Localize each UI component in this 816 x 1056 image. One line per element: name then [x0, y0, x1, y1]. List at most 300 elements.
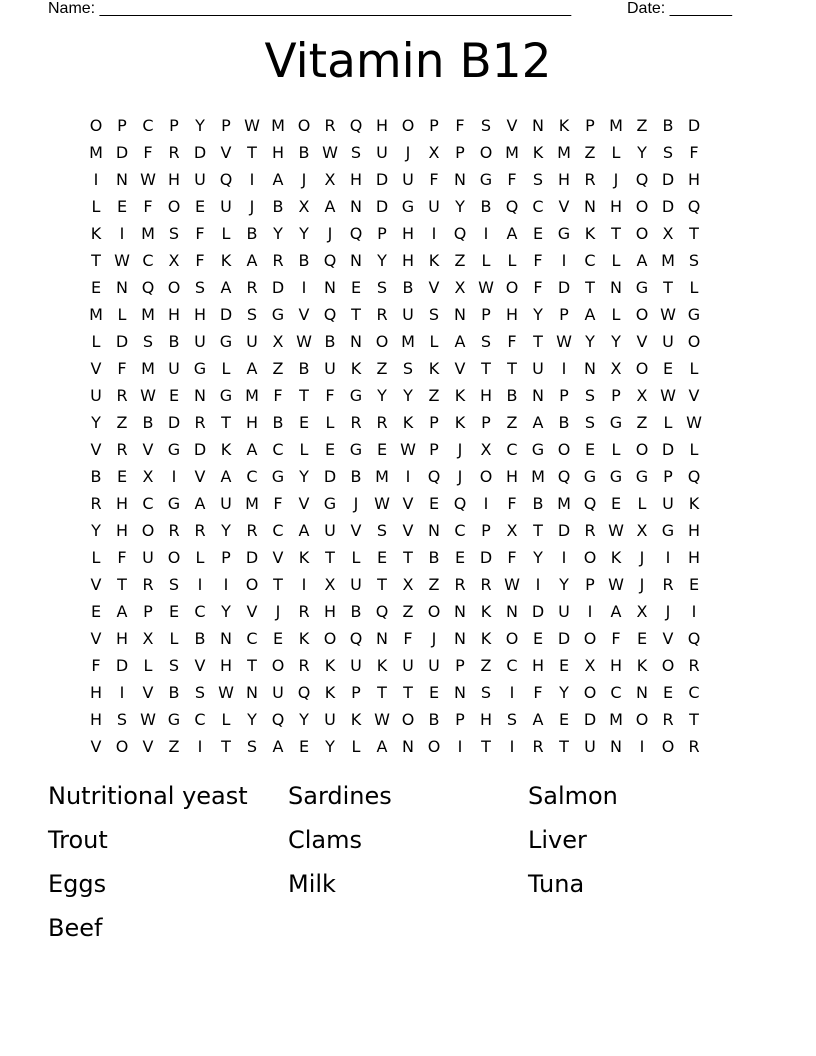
grid-letter[interactable]: L [429, 332, 439, 351]
grid-letter[interactable]: Y [91, 521, 101, 540]
grid-letter[interactable]: N [506, 602, 518, 621]
grid-letter[interactable]: E [558, 656, 570, 675]
grid-letter[interactable]: C [194, 602, 206, 621]
grid-letter[interactable]: V [142, 683, 154, 702]
grid-letter[interactable]: S [168, 656, 180, 675]
grid-letter[interactable]: V [428, 278, 440, 297]
grid-letter[interactable]: J [353, 494, 359, 513]
grid-letter[interactable]: O [635, 710, 649, 729]
grid-letter[interactable]: W [374, 494, 390, 513]
grid-letter[interactable]: E [454, 548, 466, 567]
grid-letter[interactable]: P [455, 710, 465, 729]
grid-letter[interactable]: F [325, 386, 335, 405]
grid-letter[interactable]: Z [454, 251, 466, 270]
grid-letter[interactable]: X [298, 197, 310, 216]
grid-letter[interactable]: J [405, 143, 411, 162]
grid-letter[interactable]: V [402, 521, 414, 540]
grid-letter[interactable]: O [583, 629, 597, 648]
grid-letter[interactable]: K [428, 251, 440, 270]
grid-letter[interactable]: V [272, 548, 284, 567]
grid-letter[interactable]: B [428, 710, 440, 729]
grid-letter[interactable]: O [635, 440, 649, 459]
grid-letter[interactable]: O [635, 197, 649, 216]
grid-letter[interactable]: N [532, 386, 544, 405]
grid-letter[interactable]: N [584, 197, 596, 216]
grid-letter[interactable]: D [661, 197, 675, 216]
grid-letter[interactable]: K [324, 683, 336, 702]
grid-letter[interactable]: H [89, 710, 103, 729]
grid-letter[interactable]: V [688, 386, 700, 405]
grid-letter[interactable]: I [665, 548, 671, 567]
grid-letter[interactable]: L [325, 413, 335, 432]
grid-letter[interactable]: R [324, 116, 336, 135]
grid-letter[interactable]: W [608, 521, 624, 540]
grid-letter[interactable]: U [194, 332, 206, 351]
grid-letter[interactable]: C [532, 197, 544, 216]
grid-letter[interactable]: C [688, 683, 700, 702]
grid-letter[interactable]: E [532, 224, 544, 243]
grid-letter[interactable]: J [301, 170, 307, 189]
grid-letter[interactable]: S [688, 251, 700, 270]
grid-letter[interactable]: B [324, 332, 336, 351]
grid-letter[interactable]: F [507, 170, 517, 189]
grid-letter[interactable]: L [117, 305, 127, 324]
grid-letter[interactable]: H [505, 467, 519, 486]
grid-letter[interactable]: B [142, 413, 154, 432]
grid-letter[interactable]: Z [428, 575, 440, 594]
grid-letter[interactable]: E [376, 548, 388, 567]
grid-letter[interactable]: W [218, 683, 234, 702]
grid-letter[interactable]: O [505, 278, 519, 297]
grid-letter[interactable]: G [401, 197, 415, 216]
grid-letter[interactable]: G [687, 305, 701, 324]
grid-letter[interactable]: F [507, 494, 517, 513]
grid-letter[interactable]: G [193, 359, 207, 378]
grid-letter[interactable]: F [689, 143, 699, 162]
grid-letter[interactable]: M [661, 251, 675, 270]
grid-letter[interactable]: R [662, 575, 674, 594]
grid-letter[interactable]: G [635, 467, 649, 486]
grid-letter[interactable]: R [194, 521, 206, 540]
grid-letter[interactable]: K [532, 143, 544, 162]
grid-letter[interactable]: C [272, 440, 284, 459]
date-field[interactable]: Date: _______ [627, 0, 732, 17]
grid-letter[interactable]: P [351, 683, 361, 702]
grid-letter[interactable]: Q [219, 170, 233, 189]
grid-letter[interactable]: M [609, 116, 623, 135]
grid-letter[interactable]: G [219, 332, 233, 351]
grid-letter[interactable]: Q [505, 197, 519, 216]
grid-letter[interactable]: N [454, 305, 466, 324]
grid-letter[interactable]: N [610, 737, 622, 756]
grid-letter[interactable]: J [457, 467, 463, 486]
grid-letter[interactable]: I [639, 737, 645, 756]
grid-letter[interactable]: T [403, 683, 413, 702]
grid-letter[interactable]: G [167, 440, 181, 459]
grid-letter[interactable]: Y [247, 710, 257, 729]
grid-letter[interactable]: S [376, 278, 388, 297]
grid-letter[interactable]: E [298, 737, 310, 756]
grid-letter[interactable]: T [689, 224, 699, 243]
grid-letter[interactable]: S [168, 575, 180, 594]
grid-letter[interactable]: T [221, 413, 231, 432]
grid-letter[interactable]: Y [377, 386, 387, 405]
grid-letter[interactable]: J [639, 548, 645, 567]
grid-letter[interactable]: S [506, 710, 518, 729]
grid-letter[interactable]: M [401, 332, 415, 351]
grid-letter[interactable]: R [532, 737, 544, 756]
grid-letter[interactable]: F [455, 116, 465, 135]
grid-letter[interactable]: H [687, 170, 701, 189]
grid-letter[interactable]: S [480, 683, 492, 702]
grid-letter[interactable]: Y [299, 710, 309, 729]
grid-letter[interactable]: B [298, 143, 310, 162]
grid-letter[interactable]: W [296, 332, 312, 351]
grid-letter[interactable]: I [171, 467, 177, 486]
grid-letter[interactable]: I [301, 575, 307, 594]
grid-letter[interactable]: W [608, 575, 624, 594]
grid-letter[interactable]: S [194, 683, 206, 702]
grid-letter[interactable]: S [246, 305, 258, 324]
grid-letter[interactable]: N [116, 278, 128, 297]
grid-letter[interactable]: V [90, 737, 102, 756]
grid-letter[interactable]: Q [687, 467, 701, 486]
grid-letter[interactable]: S [532, 170, 544, 189]
grid-letter[interactable]: V [246, 602, 258, 621]
grid-letter[interactable]: B [298, 359, 310, 378]
grid-letter[interactable]: H [401, 224, 415, 243]
grid-letter[interactable]: S [194, 278, 206, 297]
grid-letter[interactable]: H [479, 386, 493, 405]
grid-letter[interactable]: A [610, 602, 622, 621]
grid-letter[interactable]: L [611, 143, 621, 162]
grid-letter[interactable]: X [662, 224, 674, 243]
grid-letter[interactable]: X [584, 656, 596, 675]
grid-letter[interactable]: L [299, 440, 309, 459]
grid-letter[interactable]: A [324, 197, 336, 216]
grid-letter[interactable]: L [351, 737, 361, 756]
grid-letter[interactable]: O [661, 656, 675, 675]
grid-letter[interactable]: O [375, 332, 389, 351]
grid-letter[interactable]: H [115, 521, 129, 540]
grid-letter[interactable]: Y [611, 332, 621, 351]
grid-letter[interactable]: T [663, 278, 673, 297]
grid-letter[interactable]: X [636, 521, 648, 540]
grid-letter[interactable]: E [168, 386, 180, 405]
grid-letter[interactable]: P [585, 116, 595, 135]
grid-letter[interactable]: C [142, 251, 154, 270]
grid-letter[interactable]: A [454, 332, 466, 351]
grid-letter[interactable]: H [115, 629, 129, 648]
grid-letter[interactable]: K [636, 656, 648, 675]
grid-letter[interactable]: N [194, 386, 206, 405]
grid-letter[interactable]: F [273, 386, 283, 405]
grid-letter[interactable]: E [584, 440, 596, 459]
grid-letter[interactable]: B [298, 251, 310, 270]
grid-letter[interactable]: X [506, 521, 518, 540]
grid-letter[interactable]: W [322, 143, 338, 162]
grid-letter[interactable]: S [350, 143, 362, 162]
grid-letter[interactable]: H [609, 656, 623, 675]
grid-letter[interactable]: N [220, 629, 232, 648]
grid-letter[interactable]: U [428, 197, 440, 216]
grid-letter[interactable]: E [428, 683, 440, 702]
grid-letter[interactable]: I [691, 602, 697, 621]
grid-letter[interactable]: L [221, 224, 231, 243]
grid-letter[interactable]: Q [687, 197, 701, 216]
grid-letter[interactable]: N [454, 629, 466, 648]
grid-letter[interactable]: B [194, 629, 206, 648]
grid-letter[interactable]: K [324, 656, 336, 675]
grid-letter[interactable]: K [350, 359, 362, 378]
grid-letter[interactable]: P [481, 413, 491, 432]
grid-letter[interactable]: F [507, 332, 517, 351]
grid-letter[interactable]: K [454, 413, 466, 432]
grid-letter[interactable]: B [246, 224, 258, 243]
grid-letter[interactable]: W [556, 332, 572, 351]
grid-letter[interactable]: Z [480, 656, 492, 675]
grid-letter[interactable]: O [167, 548, 181, 567]
grid-letter[interactable]: V [220, 143, 232, 162]
grid-letter[interactable]: R [662, 710, 674, 729]
grid-letter[interactable]: S [428, 305, 440, 324]
grid-letter[interactable]: G [479, 170, 493, 189]
grid-letter[interactable]: I [561, 251, 567, 270]
grid-letter[interactable]: O [167, 197, 181, 216]
grid-letter[interactable]: L [637, 494, 647, 513]
grid-letter[interactable]: Z [116, 413, 128, 432]
grid-letter[interactable]: A [272, 737, 284, 756]
grid-letter[interactable]: B [558, 413, 570, 432]
grid-letter[interactable]: U [90, 386, 102, 405]
grid-letter[interactable]: C [610, 683, 622, 702]
grid-letter[interactable]: W [686, 413, 702, 432]
grid-letter[interactable]: C [194, 710, 206, 729]
grid-letter[interactable]: J [275, 602, 281, 621]
grid-letter[interactable]: I [223, 575, 229, 594]
grid-letter[interactable]: Z [428, 386, 440, 405]
grid-letter[interactable]: T [325, 548, 335, 567]
grid-letter[interactable]: O [401, 710, 415, 729]
grid-letter[interactable]: J [249, 197, 255, 216]
grid-letter[interactable]: N [402, 737, 414, 756]
grid-letter[interactable]: U [168, 359, 180, 378]
grid-letter[interactable]: M [141, 305, 155, 324]
grid-letter[interactable]: Y [533, 548, 543, 567]
grid-letter[interactable]: H [271, 143, 285, 162]
grid-letter[interactable]: J [613, 170, 619, 189]
grid-letter[interactable]: S [584, 413, 596, 432]
grid-letter[interactable]: B [402, 278, 414, 297]
grid-letter[interactable]: A [584, 305, 596, 324]
grid-letter[interactable]: M [245, 386, 259, 405]
grid-letter[interactable]: V [558, 197, 570, 216]
grid-letter[interactable]: W [400, 440, 416, 459]
grid-letter[interactable]: Q [453, 494, 467, 513]
grid-letter[interactable]: I [483, 224, 489, 243]
grid-letter[interactable]: T [91, 251, 101, 270]
grid-letter[interactable]: O [271, 656, 285, 675]
grid-letter[interactable]: V [90, 575, 102, 594]
grid-letter[interactable]: Q [427, 467, 441, 486]
grid-letter[interactable]: F [611, 629, 621, 648]
grid-letter[interactable]: Y [559, 575, 569, 594]
grid-letter[interactable]: G [661, 521, 675, 540]
grid-letter[interactable]: V [142, 440, 154, 459]
grid-letter[interactable]: Q [349, 116, 363, 135]
grid-letter[interactable]: P [117, 116, 127, 135]
grid-letter[interactable]: E [116, 467, 128, 486]
grid-letter[interactable]: F [533, 251, 543, 270]
grid-letter[interactable]: O [115, 737, 129, 756]
grid-letter[interactable]: I [457, 737, 463, 756]
grid-letter[interactable]: P [429, 440, 439, 459]
grid-letter[interactable]: T [299, 386, 309, 405]
grid-letter[interactable]: T [247, 143, 257, 162]
grid-letter[interactable]: K [558, 116, 570, 135]
grid-letter[interactable]: P [481, 305, 491, 324]
grid-letter[interactable]: Y [299, 224, 309, 243]
grid-letter[interactable]: N [116, 170, 128, 189]
grid-letter[interactable]: X [480, 440, 492, 459]
grid-letter[interactable]: D [661, 440, 675, 459]
grid-letter[interactable]: R [142, 575, 154, 594]
grid-letter[interactable]: Y [559, 683, 569, 702]
grid-letter[interactable]: A [246, 440, 258, 459]
grid-letter[interactable]: I [119, 683, 125, 702]
grid-letter[interactable]: T [481, 737, 491, 756]
grid-letter[interactable]: E [428, 494, 440, 513]
grid-letter[interactable]: E [90, 278, 102, 297]
grid-letter[interactable]: N [454, 602, 466, 621]
grid-letter[interactable]: F [533, 683, 543, 702]
grid-letter[interactable]: Y [195, 116, 205, 135]
grid-letter[interactable]: O [661, 737, 675, 756]
grid-letter[interactable]: E [532, 629, 544, 648]
grid-letter[interactable]: I [119, 224, 125, 243]
grid-letter[interactable]: O [427, 602, 441, 621]
grid-letter[interactable]: U [194, 170, 206, 189]
grid-letter[interactable]: K [688, 494, 700, 513]
grid-letter[interactable]: G [349, 386, 363, 405]
grid-letter[interactable]: A [298, 521, 310, 540]
grid-letter[interactable]: X [324, 170, 336, 189]
grid-letter[interactable]: W [660, 305, 676, 324]
grid-letter[interactable]: N [584, 359, 596, 378]
grid-letter[interactable]: R [272, 251, 284, 270]
grid-letter[interactable]: U [662, 332, 674, 351]
grid-letter[interactable]: A [246, 359, 258, 378]
grid-letter[interactable]: P [559, 386, 569, 405]
grid-letter[interactable]: W [504, 575, 520, 594]
grid-letter[interactable]: B [90, 467, 102, 486]
grid-letter[interactable]: H [531, 656, 545, 675]
grid-letter[interactable]: N [636, 683, 648, 702]
grid-letter[interactable]: K [90, 224, 102, 243]
grid-letter[interactable]: X [454, 278, 466, 297]
grid-letter[interactable]: U [220, 494, 232, 513]
grid-letter[interactable]: R [376, 413, 388, 432]
grid-letter[interactable]: I [535, 575, 541, 594]
grid-letter[interactable]: D [193, 143, 207, 162]
grid-letter[interactable]: D [115, 656, 129, 675]
grid-letter[interactable]: L [169, 629, 179, 648]
grid-letter[interactable]: K [480, 629, 492, 648]
grid-letter[interactable]: O [89, 116, 103, 135]
grid-letter[interactable]: E [636, 629, 648, 648]
grid-letter[interactable]: I [197, 575, 203, 594]
grid-letter[interactable]: K [298, 548, 310, 567]
grid-letter[interactable]: X [428, 143, 440, 162]
grid-letter[interactable]: Q [323, 251, 337, 270]
grid-letter[interactable]: V [506, 116, 518, 135]
grid-letter[interactable]: D [115, 332, 129, 351]
grid-letter[interactable]: F [143, 197, 153, 216]
grid-letter[interactable]: M [271, 116, 285, 135]
grid-letter[interactable]: I [249, 170, 255, 189]
grid-letter[interactable]: Y [403, 386, 413, 405]
grid-letter[interactable]: X [168, 251, 180, 270]
grid-letter[interactable]: P [143, 602, 153, 621]
grid-letter[interactable]: L [221, 710, 231, 729]
grid-letter[interactable]: U [584, 737, 596, 756]
grid-letter[interactable]: X [324, 575, 336, 594]
grid-letter[interactable]: H [219, 656, 233, 675]
grid-letter[interactable]: V [350, 521, 362, 540]
grid-letter[interactable]: U [662, 494, 674, 513]
grid-letter[interactable]: A [220, 278, 232, 297]
grid-letter[interactable]: U [324, 359, 336, 378]
grid-letter[interactable]: K [402, 413, 414, 432]
grid-letter[interactable]: U [324, 521, 336, 540]
grid-letter[interactable]: Z [506, 413, 518, 432]
grid-letter[interactable]: Q [297, 683, 311, 702]
grid-letter[interactable]: A [116, 602, 128, 621]
grid-letter[interactable]: Y [221, 521, 231, 540]
grid-letter[interactable]: U [272, 683, 284, 702]
grid-letter[interactable]: L [91, 197, 101, 216]
grid-letter[interactable]: R [584, 521, 596, 540]
grid-letter[interactable]: V [298, 494, 310, 513]
grid-letter[interactable]: C [142, 116, 154, 135]
grid-letter[interactable]: Y [273, 224, 283, 243]
grid-letter[interactable]: Z [402, 602, 414, 621]
grid-letter[interactable]: P [169, 116, 179, 135]
grid-letter[interactable]: R [246, 278, 258, 297]
grid-letter[interactable]: O [635, 305, 649, 324]
grid-letter[interactable]: M [557, 494, 571, 513]
grid-letter[interactable]: C [506, 656, 518, 675]
grid-letter[interactable]: U [402, 305, 414, 324]
grid-letter[interactable]: I [93, 170, 99, 189]
grid-letter[interactable]: F [429, 170, 439, 189]
grid-letter[interactable]: Q [453, 224, 467, 243]
grid-letter[interactable]: R [480, 575, 492, 594]
grid-letter[interactable]: R [168, 143, 180, 162]
grid-letter[interactable]: G [583, 467, 597, 486]
grid-letter[interactable]: E [610, 494, 622, 513]
grid-letter[interactable]: G [271, 467, 285, 486]
grid-letter[interactable]: N [454, 683, 466, 702]
grid-letter[interactable]: Z [636, 116, 648, 135]
grid-letter[interactable]: L [611, 305, 621, 324]
grid-letter[interactable]: J [639, 575, 645, 594]
grid-letter[interactable]: T [377, 575, 387, 594]
grid-letter[interactable]: P [559, 305, 569, 324]
grid-letter[interactable]: C [506, 440, 518, 459]
grid-letter[interactable]: M [89, 305, 103, 324]
grid-letter[interactable]: D [557, 521, 571, 540]
